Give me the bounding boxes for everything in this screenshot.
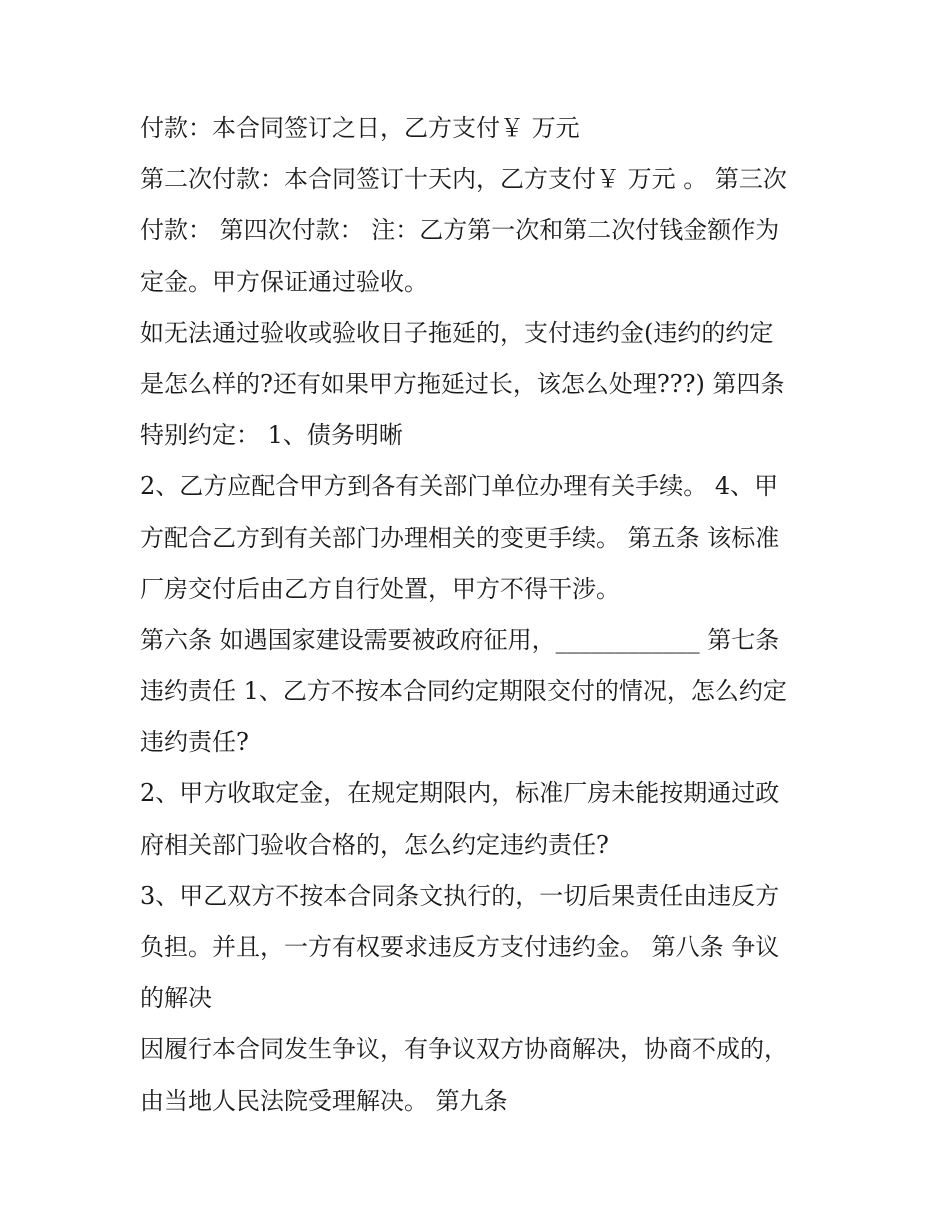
text-line: 定金。甲方保证通过验收。: [140, 267, 428, 296]
text-line: 厂房交付后由乙方自行处置，甲方不得干涉。: [140, 574, 620, 603]
text-line: 3、甲乙双方不按本合同条文执行的，一切后果责任由违反方: [140, 881, 780, 910]
text-line: 第二次付款：本合同签订十天内，乙方支付￥ 万元 。 第三次: [140, 165, 787, 194]
text-line: 负担。并且，一方有权要求违反方支付违约金。 第八条 争议: [140, 933, 780, 961]
text-line: 因履行本合同发生争议，有争议双方协商解决，协商不成的，: [140, 1035, 788, 1064]
text-line: 的解决: [140, 984, 212, 1013]
text-line: 方配合乙方到有关部门办理相关的变更手续。 第五条 该标准: [140, 523, 780, 552]
text-line: 2、甲方收取定金，在规定期限内，标准厂房未能按期通过政: [140, 779, 780, 808]
text-line: 付款：本合同签订之日，乙方支付￥ 万元: [140, 114, 580, 142]
text-line: 付款： 第四次付款： 注：乙方第一次和第二次付钱金额作为: [140, 216, 780, 245]
text-line: 由当地人民法院受理解决。 第九条: [140, 1086, 508, 1115]
text-line: 特别约定： 1、债务明晰: [140, 421, 403, 450]
text-line: 2、乙方应配合甲方到各有关部门单位办理有关手续。 4、甲: [140, 472, 779, 501]
text-line: 违约责任 1、乙方不按本合同约定期限交付的情况，怎么约定: [140, 677, 787, 706]
text-line: 府相关部门验收合格的，怎么约定违约责任?: [140, 830, 609, 859]
text-line: 第六条 如遇国家建设需要被政府征用，____________ 第七条: [140, 625, 780, 654]
text-line: 如无法通过验收或验收日子拖延的，支付违约金(违约的约定: [140, 318, 774, 347]
text-line: 是怎么样的?还有如果甲方拖延过长，该怎么处理???) 第四条: [140, 369, 785, 398]
document-body: [140, 103, 820, 1127]
text-line: 违约责任?: [140, 728, 249, 757]
